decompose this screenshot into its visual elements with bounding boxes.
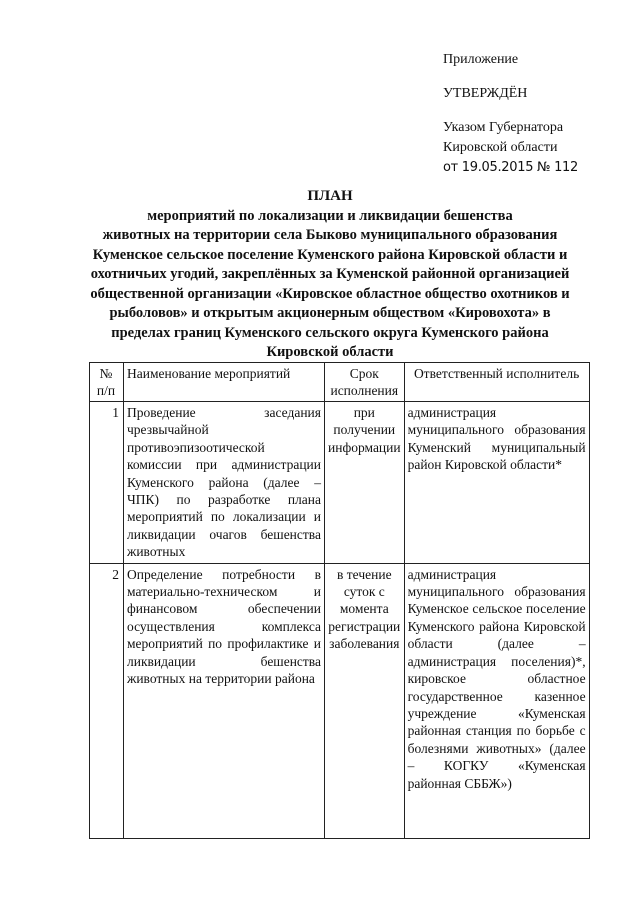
- responsible-cell: администрация муниципального образования Куменское сельское поселение Куменского района Кировской области (далее – администрация поселения)*, кировское областное государственное казенное учреждение «Куменская районная станция по борьбе с болезнями животных» (далее – КОГКУ «Куменская районная СББЖ»): [404, 563, 589, 838]
- header-number: № п/п: [90, 363, 124, 402]
- table-row: [90, 563, 590, 838]
- appendix-label: Приложение: [443, 52, 519, 67]
- header-name: Наименование мероприятий: [124, 363, 325, 402]
- table-header-row: [90, 363, 590, 402]
- header-deadline: Срок исполнения: [325, 363, 405, 402]
- row-number-cell: 1: [90, 402, 124, 564]
- title-line: общественной организации «Кировское областное общество охотников и: [90, 285, 570, 302]
- activity-name-cell: Определение потребности в материально-техническом и финансовом обеспечении осуществления комплекса мероприятий по профилактике и ликвидации бешенства животных на территории района: [124, 563, 325, 838]
- approval-block: [443, 50, 578, 178]
- title-line: животных на территории села Быково муниципального образования: [102, 227, 558, 243]
- plan-heading: ПЛАН: [307, 188, 353, 204]
- header-responsible: Ответственный исполнитель: [404, 363, 589, 402]
- row-number-cell: 2: [90, 563, 124, 838]
- deadline-cell: при получении информации: [325, 402, 405, 564]
- title-line: Куменское сельское поселение Куменского района Кировской области и: [92, 246, 568, 263]
- document-title: [60, 187, 600, 363]
- decree-line-2: Кировской области: [443, 140, 558, 155]
- title-line: пределах границ Куменского сельского округа Куменского района: [111, 324, 549, 341]
- title-line: Кировской области: [266, 344, 394, 360]
- responsible-cell: администрация муниципального образования Куменский муниципальный район Кировской области*: [404, 402, 589, 564]
- title-line: мероприятий по локализации и ликвидации бешенства: [147, 207, 513, 224]
- deadline-cell: в течение суток с момента регистрации заболевания: [325, 563, 405, 838]
- decree-line-1: Указом Губернатора: [443, 120, 564, 135]
- activity-name-cell: Проведение заседания чрезвычайной противоэпизоотической комиссии при администрации Куменского района (далее – ЧПК) по разработке плана мероприятий по локализации и ликвидации очагов бешенства животных: [124, 402, 325, 564]
- table-row: [90, 402, 590, 564]
- title-line: охотничьих угодий, закреплённых за Куменской районной организацией: [90, 266, 570, 282]
- title-line: рыболовов» и открытым акционерным обществом «Кировохота» в: [109, 305, 551, 321]
- approved-label: УТВЕРЖДЁН: [443, 86, 528, 101]
- decree-date-number: от 19.05.2015 № 112: [443, 160, 578, 175]
- plan-table: [89, 362, 590, 839]
